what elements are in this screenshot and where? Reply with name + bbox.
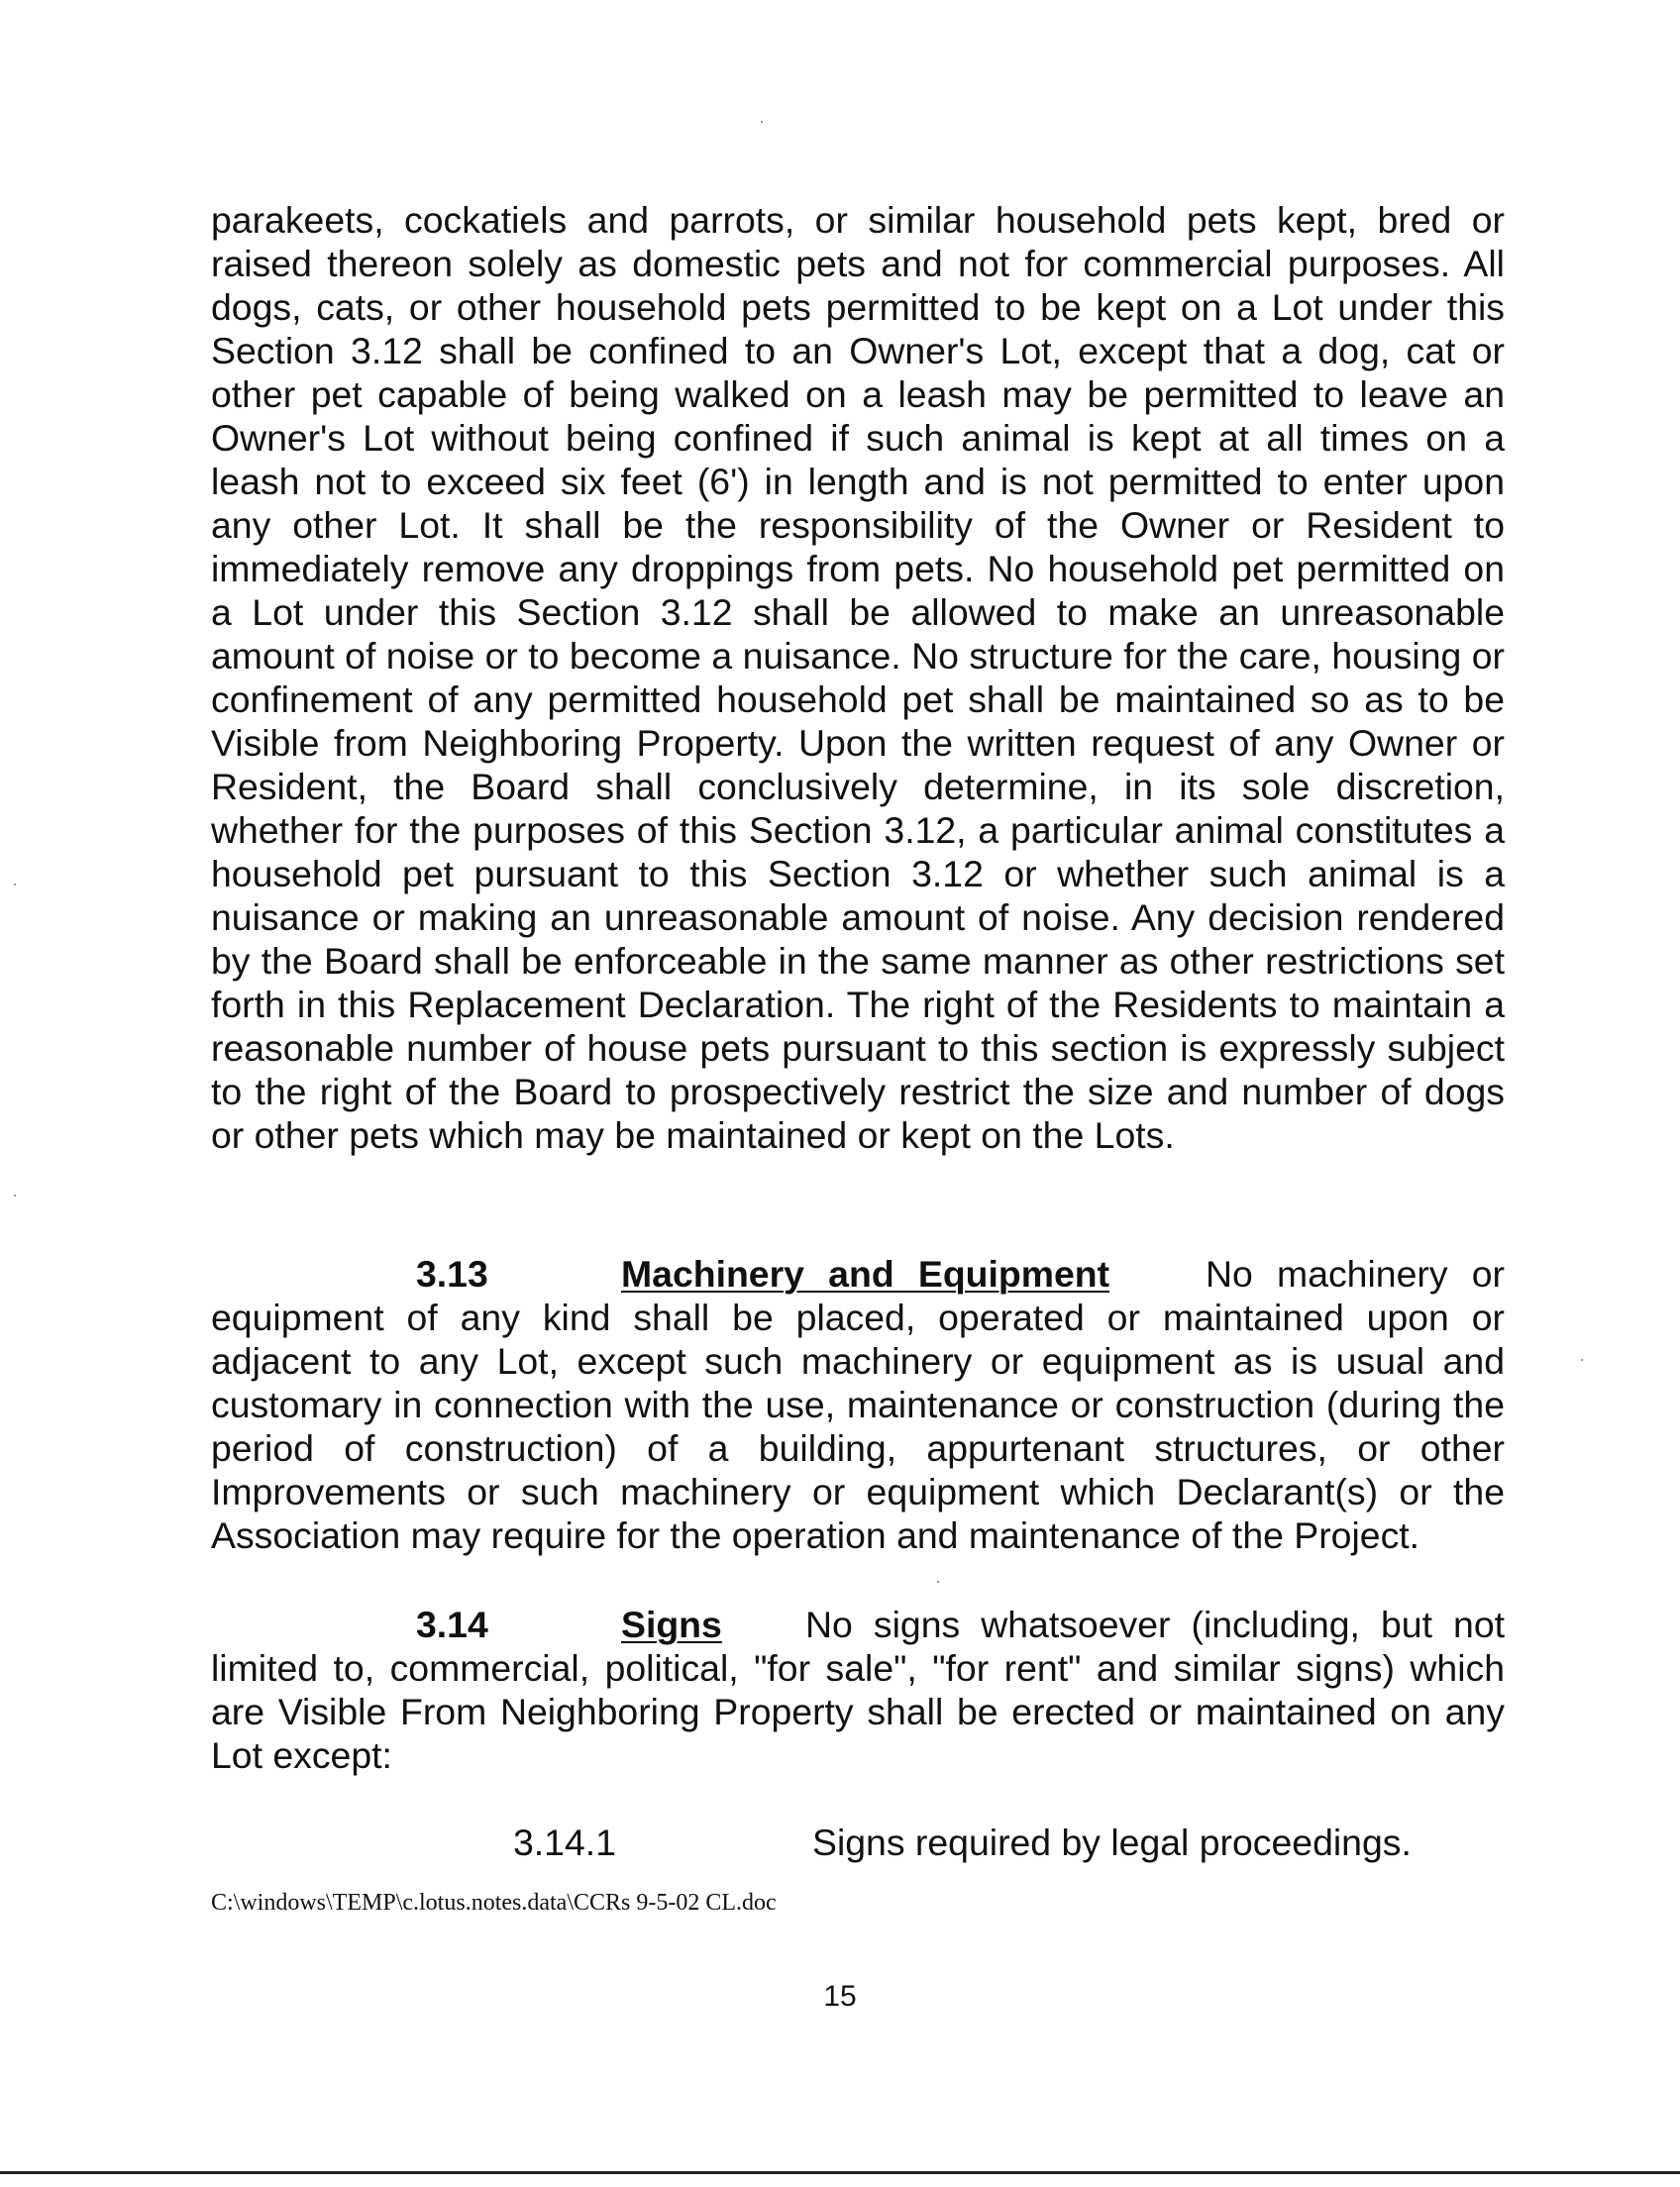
section-text: No machinery or equipment of any kind shall be placed, operated or maintained upon or adjacent to any Lot, except such machinery or equipment as is usual and customary in connection with the use, maintenance or construction (during the period of construction) of a building, appurtenant structures, or other Improvements or such machinery or equipment which Declarant(s) or the Association may require for the operation and maintenance of the Project. xyxy=(211,1253,1506,1556)
scan-speck xyxy=(761,121,763,123)
subsection-text: Signs required by legal proceedings. xyxy=(812,1822,1412,1863)
section-3-14 xyxy=(211,1603,1505,1777)
scan-speck xyxy=(14,1195,16,1197)
subsection-3-14-1 xyxy=(0,1821,1680,1864)
section-number: 3.14 xyxy=(416,1604,488,1645)
section-3-13 xyxy=(211,1252,1505,1557)
section-title: Signs xyxy=(621,1604,722,1645)
scan-speck xyxy=(14,884,16,885)
scan-speck xyxy=(1581,1359,1583,1361)
footer-file-path: C:\windows\TEMP\c.lotus.notes.data\CCRs 9-5-02 CL.doc xyxy=(211,1890,777,1916)
subsection-number: 3.14.1 xyxy=(513,1822,616,1863)
page-number: 15 xyxy=(823,1980,857,2013)
section-text: No signs whatsoever (including, but not limited to, commercial, political, "for sale", "for rent" and similar signs) which are Visible From Neighboring Property shall be erected or maintained on any Lot except: xyxy=(211,1604,1506,1776)
scan-speck xyxy=(937,1581,939,1583)
section-title: Machinery and Equipment xyxy=(621,1253,1110,1295)
section-number: 3.13 xyxy=(416,1253,488,1295)
pets-paragraph: parakeets, cockatiels and parrots, or similar household pets kept, bred or raised thereon solely as domestic pets and not for commercial purposes. All dogs, cats, or other household pets permitted to be kept on a Lot under this Section 3.12 shall be confined to an Owner's Lot, except that a dog, cat or other pet capable of being walked on a leash may be permitted to leave an Owner's Lot without being confined if such animal is kept at all times on a leash not to exceed six feet (6') in length and is not permitted to enter upon any other Lot. It shall be the responsibility of the Owner or Resident to immediately remove any droppings from pets. No household pet permitted on a Lot under this Section 3.12 shall be allowed to make an unreasonable amount of noise or to become a nuisance. No structure for the care, housing or confinement of any permitted household pet shall be maintained so as to be Visible from Neighboring Property. Upon the written request of any Owner or Resident, the Board shall conclusively determine, in its sole discretion, whether for the purposes of this Section 3.12, a particular animal constitutes a household pet pursuant to this Section 3.12 or whether such animal is a nuisance or making an unreasonable amount of noise. Any decision rendered by the Board shall be enforceable in the same manner as other restrictions set forth in this Replacement Declaration. The right of the Residents to maintain a reasonable number of house pets pursuant to this section is expressly subject to the right of the Board to prospectively restrict the size and number of dogs or other pets which may be maintained or kept on the Lots. xyxy=(211,199,1505,1156)
bottom-divider xyxy=(0,2171,1680,2174)
